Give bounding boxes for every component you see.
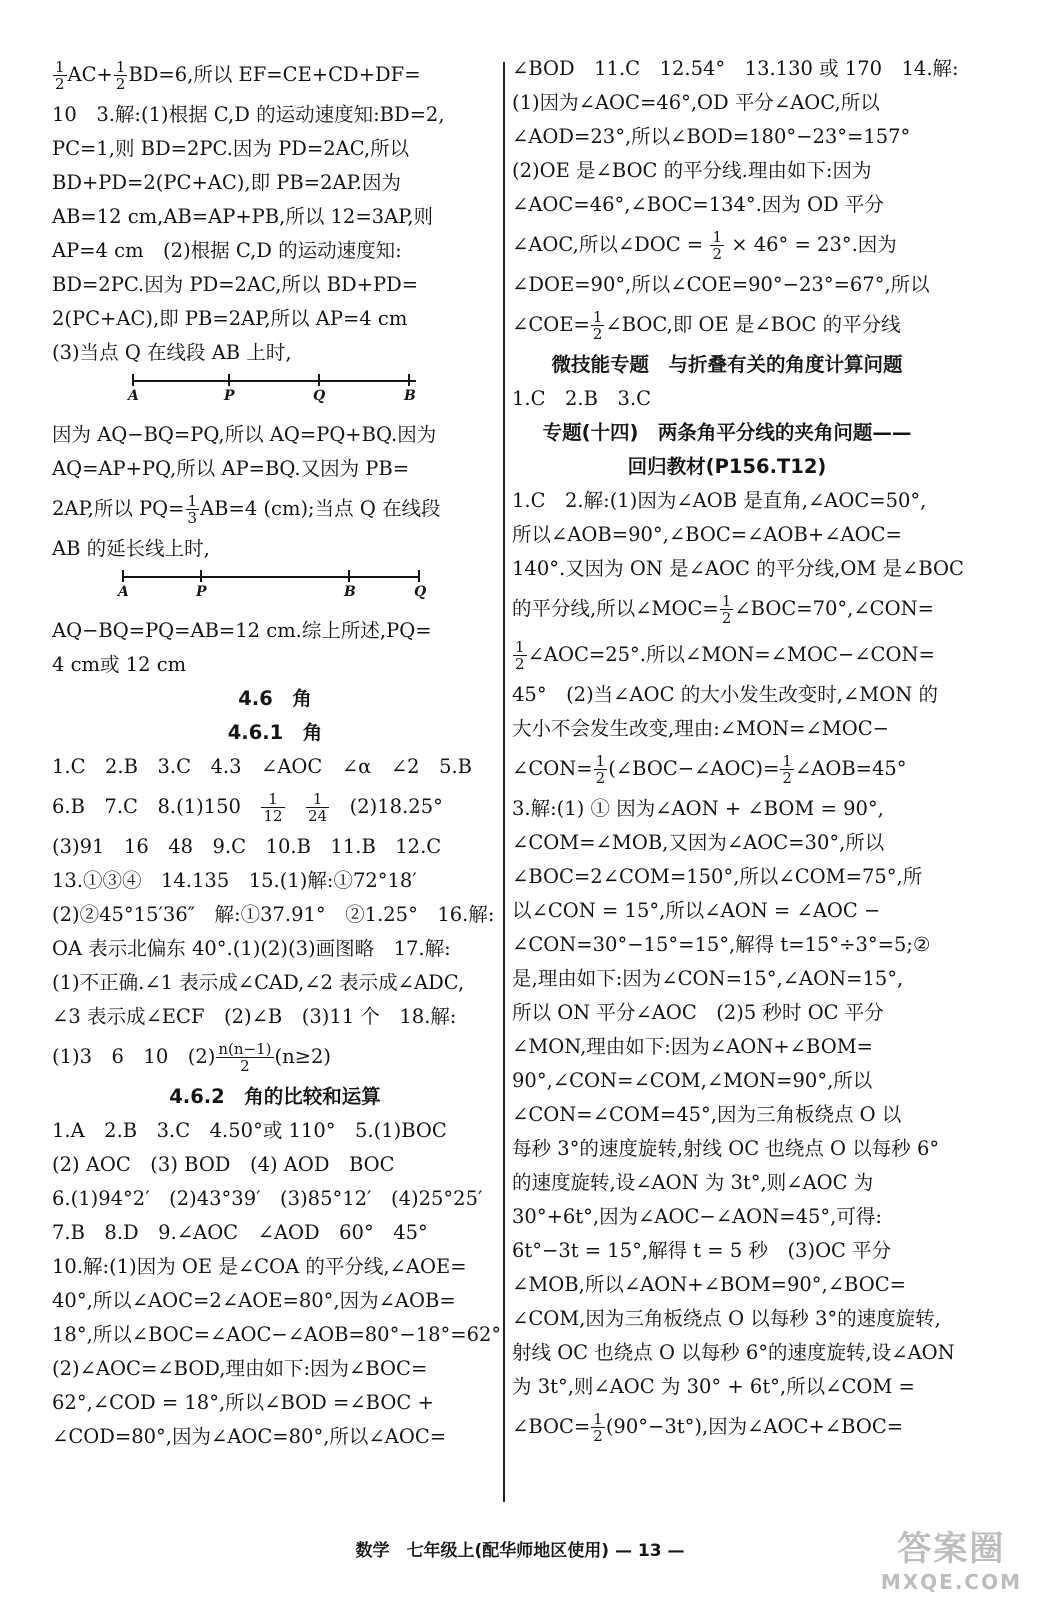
- text-line: ∠COM,因为三角板绕点 O 以每秒 3°的速度旋转,: [512, 1307, 941, 1330]
- text-line: 所以 ON 平分∠AOC (2)5 秒时 OC 平分: [512, 1001, 884, 1024]
- text-line: ∠COM=∠MOB,又因为∠AOC=30°,所以: [512, 831, 885, 854]
- text-line: (3)91 16 48 9.C 10.B 11.B 12.C: [52, 835, 442, 858]
- text-line: (2)∠AOC=∠BOD,理由如下:因为∠BOC=: [52, 1357, 428, 1380]
- text-line: (3)当点 Q 在线段 AB 上时,: [52, 341, 292, 364]
- point-label-b: B: [344, 584, 356, 600]
- text-line: BD=2PC.因为 PD=2AC,所以 BD+PD=: [52, 273, 419, 296]
- text-line: ∠3 表示成∠ECF (2)∠B (3)11 个 18.解:: [52, 1005, 457, 1028]
- segment-diagram-1: [52, 370, 498, 418]
- text-line: 13.①③④ 14.135 15.(1)解:①72°18′: [52, 869, 417, 892]
- section-heading: 专题(十四) 两条角平分线的夹角问题——: [542, 421, 912, 444]
- point-label-p: P: [224, 388, 235, 404]
- text-line: AB 的延长线上时,: [52, 537, 210, 560]
- text-line: 3.解:(1) ① 因为∠AON + ∠BOM = 90°,: [512, 797, 884, 820]
- text-line: 每秒 3°的速度旋转,射线 OC 也绕点 O 以每秒 6°: [512, 1137, 940, 1160]
- point-label-p: P: [196, 584, 207, 600]
- fraction-one-twelfth: $\frac{1}{12}$: [263, 790, 283, 825]
- text-line: PC=1,则 BD=2PC.因为 PD=2AC,所以: [52, 137, 410, 160]
- text-line: 1.C 2.B 3.C: [512, 387, 651, 410]
- text-line: 2AP,所以 PQ= $\frac{1}{3}$ AB=4 (cm);当点 Q 在线段: [52, 492, 441, 527]
- watermark-text: 答案圈: [897, 1529, 1006, 1569]
- fraction-third: $\frac{1}{3}$: [187, 492, 198, 527]
- text-line: 10.解:(1)因为 OE 是∠COA 的平分线,∠AOE=: [52, 1255, 467, 1278]
- text-line: $\frac{1}{2}$ AC+ $\frac{1}{2}$ BD=6,所以 EF=CE+CD+DF=: [55, 58, 421, 93]
- text-line: 因为 AQ−BQ=PQ,所以 AQ=PQ+BQ.因为: [52, 423, 437, 446]
- text-line: ∠COE= $\frac{1}{2}$ ∠BOC,即 OE 是∠BOC 的平分线: [512, 308, 901, 343]
- left-column: [52, 52, 502, 1454]
- text-line: 的速度旋转,设∠AON 为 3t°,则∠AOC 为: [512, 1171, 874, 1194]
- fraction-n-formula: $\frac{n(n-1)}{2}$: [218, 1040, 272, 1075]
- right-column: [512, 52, 964, 1450]
- watermark-url: MXQE.COM: [880, 1570, 1022, 1594]
- text-line: 1.A 2.B 3.C 4.50°或 110° 5.(1)BOC: [52, 1119, 447, 1142]
- text-line: ∠CON=30°−15°=15°,解得 t=15°÷3°=5;②: [512, 933, 931, 956]
- page-footer: 数学 七年级上(配华师地区使用) — 13 —: [355, 1541, 685, 1561]
- text-line: 45° (2)当∠AOC 的大小发生改变时,∠MON 的: [512, 683, 938, 706]
- text-line: 射线 OC 也绕点 O 以每秒 6°的速度旋转,设∠AON: [512, 1341, 955, 1364]
- fraction-half: $\frac{1}{2}$: [721, 592, 732, 627]
- text-line: (2)OE 是∠BOC 的平分线.理由如下:因为: [512, 159, 872, 182]
- point-label-q: Q: [313, 388, 326, 404]
- text-line: 以∠CON = 15°,所以∠AON = ∠AOC −: [512, 899, 881, 922]
- fraction-one-twentyfourth: $\frac{1}{24}$: [308, 790, 328, 825]
- text-line: ∠MON,理由如下:因为∠AON+∠BOM=: [512, 1035, 874, 1058]
- text-line: (1)不正确.∠1 表示成∠CAD,∠2 表示成∠ADC,: [52, 971, 465, 994]
- text-line: ∠AOC,所以∠DOC = $\frac{1}{2}$ × 46° = 23°.因为: [512, 228, 897, 263]
- text-line: AP=4 cm (2)根据 C,D 的运动速度知:: [52, 239, 402, 262]
- column-divider: [503, 62, 505, 1502]
- text-line: ∠DOE=90°,所以∠COE=90°−23°=67°,所以: [512, 273, 930, 296]
- text-line: 2(PC+AC),即 PB=2AP,所以 AP=4 cm: [52, 307, 408, 330]
- segment-diagram-2: [52, 566, 498, 614]
- text-line: 40°,所以∠AOC=2∠AOE=80°,因为∠AOB=: [52, 1289, 456, 1312]
- fraction-half: $\frac{1}{2}$: [115, 58, 126, 93]
- text-line: OA 表示北偏东 40°.(1)(2)(3)画图略 17.解:: [52, 937, 451, 960]
- point-label-q: Q: [414, 584, 427, 600]
- text-line: 的平分线,所以∠MOC= $\frac{1}{2}$ ∠BOC=70°,∠CON=: [512, 592, 934, 627]
- text-line: 6t°−3t = 15°,解得 t = 5 秒 (3)OC 平分: [512, 1239, 892, 1262]
- text-line: ∠CON= $\frac{1}{2}$ (∠BOC−∠AOC)= $\frac{1}{2}$ ∠AOB=45°: [512, 752, 907, 787]
- text-line: 7.B 8.D 9.∠AOC ∠AOD 60° 45°: [52, 1221, 428, 1244]
- text-line: 6.B 7.C 8.(1)150 $\frac{1}{12}$ $\frac{1}{24}$ (2)18.25°: [52, 790, 443, 825]
- section-heading: 4.6.1 角: [227, 721, 323, 744]
- fraction-half: $\frac{1}{2}$: [55, 58, 65, 93]
- text-line: (1)因为∠AOC=46°,OD 平分∠AOC,所以: [512, 91, 880, 114]
- section-heading: 4.6 角: [238, 687, 312, 710]
- text-line: $\frac{1}{2}$ ∠AOC=25°.所以∠MON=∠MOC−∠CON=: [515, 638, 935, 673]
- text-line: 90°,∠CON=∠COM,∠MON=90°,所以: [512, 1069, 873, 1092]
- text-line: AQ−BQ=PQ=AB=12 cm.综上所述,PQ=: [52, 619, 432, 642]
- text-line: ∠BOC=2∠COM=150°,所以∠COM=75°,所: [512, 865, 923, 888]
- fraction-half: $\frac{1}{2}$: [593, 1410, 603, 1445]
- text-line: AB=12 cm,AB=AP+PB,所以 12=3AP,则: [52, 205, 434, 228]
- section-heading: 4.6.2 角的比较和运算: [169, 1085, 381, 1108]
- text-line: 4 cm或 12 cm: [52, 653, 187, 676]
- text-line: 大小不会发生改变,理由:∠MON=∠MOC−: [512, 717, 890, 740]
- text-line: 62°,∠COD = 18°,所以∠BOD =∠BOC +: [52, 1391, 434, 1414]
- text-line: ∠BOD 11.C 12.54° 13.130 或 170 14.解:: [512, 57, 959, 80]
- fraction-half: $\frac{1}{2}$: [592, 308, 603, 343]
- text-line: (1)3 6 10 (2) $\frac{n(n-1)}{2}$ (n≥2): [52, 1040, 332, 1075]
- text-line: ∠BOC= $\frac{1}{2}$ (90°−3t°),因为∠AOC+∠BOC=: [512, 1410, 904, 1445]
- fraction-half: $\frac{1}{2}$: [515, 638, 525, 673]
- text-line: ∠MOB,所以∠AON+∠BOM=90°,∠BOC=: [512, 1273, 906, 1296]
- text-line: 1.C 2.解:(1)因为∠AOB 是直角,∠AOC=50°,: [512, 489, 927, 512]
- fraction-half: $\frac{1}{2}$: [782, 752, 792, 787]
- text-line: 30°+6t°,因为∠AOC−∠AON=45°,可得:: [512, 1205, 882, 1228]
- point-label-a: A: [128, 388, 139, 404]
- section-heading: 回归教材(P156.T12): [627, 455, 827, 478]
- text-line: BD+PD=2(PC+AC),即 PB=2AP.因为: [52, 171, 401, 194]
- text-line: ∠AOC=46°,∠BOC=134°.因为 OD 平分: [512, 193, 884, 216]
- text-line: 是,理由如下:因为∠CON=15°,∠AON=15°,: [512, 967, 904, 990]
- text-line: 6.(1)94°2′ (2)43°39′ (3)85°12′ (4)25°25′: [52, 1187, 483, 1210]
- section-heading: 微技能专题 与折叠有关的角度计算问题: [551, 353, 903, 376]
- text-line: 为 3t°,则∠AOC 为 30° + 6t°,所以∠COM =: [512, 1375, 915, 1398]
- text-line: 1.C 2.B 3.C 4.3 ∠AOC ∠α ∠2 5.B: [52, 755, 473, 778]
- text-line: ∠AOD=23°,所以∠BOD=180°−23°=157°: [512, 125, 911, 148]
- text-line: (2)②45°15′36″ 解:①37.91° ②1.25° 16.解:: [52, 903, 495, 926]
- watermark-logo: [881, 1521, 1022, 1594]
- fraction-half: $\frac{1}{2}$: [712, 228, 722, 263]
- text-line: ∠COD=80°,因为∠AOC=80°,所以∠AOC=: [52, 1425, 447, 1448]
- text-line: 140°.又因为 ON 是∠AOC 的平分线,OM 是∠BOC: [512, 557, 964, 580]
- text-line: 所以∠AOB=90°,∠BOC=∠AOB+∠AOC=: [512, 523, 902, 546]
- text-line: ∠CON=∠COM=45°,因为三角板绕点 O 以: [512, 1103, 902, 1126]
- text-line: (2) AOC (3) BOD (4) AOD BOC: [52, 1153, 395, 1176]
- text-line: 10 3.解:(1)根据 C,D 的运动速度知:BD=2,: [52, 103, 445, 126]
- fraction-half: $\frac{1}{2}$: [595, 752, 606, 787]
- point-label-a: A: [118, 584, 129, 600]
- text-line: AQ=AP+PQ,所以 AP=BQ.又因为 PB=: [52, 457, 410, 480]
- point-label-b: B: [404, 388, 416, 404]
- text-line: 18°,所以∠BOC=∠AOC−∠AOB=80°−18°=62°: [52, 1323, 502, 1346]
